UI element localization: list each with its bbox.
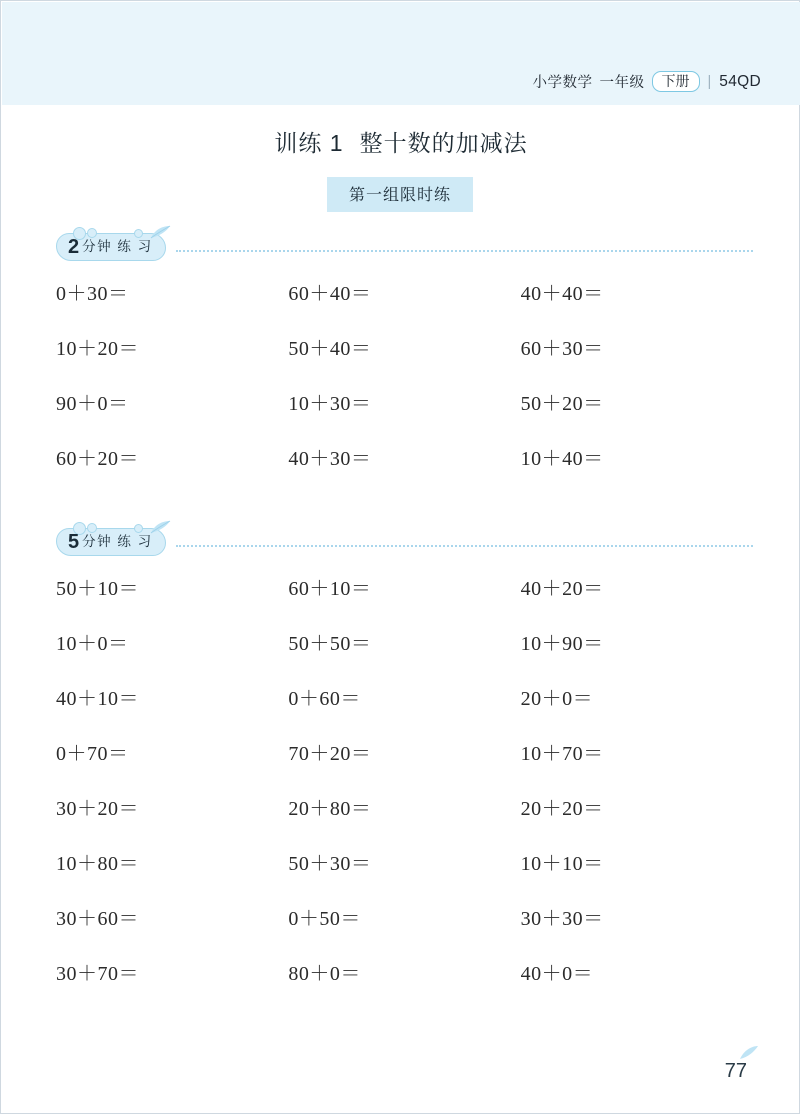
leaf-icon: [149, 225, 171, 241]
problem-item: 0＋60＝: [288, 688, 361, 710]
title-label: 训练 1: [274, 130, 344, 156]
problem-item: 30＋70＝: [56, 963, 139, 985]
header-code: 54QD: [719, 72, 761, 90]
leaf-icon: [739, 1045, 759, 1061]
section-heading: [56, 233, 753, 267]
header-subject: 小学数学: [532, 75, 593, 92]
problem-item: 0＋70＝: [56, 743, 129, 765]
problem-item: 20＋20＝: [520, 798, 604, 820]
problem-item: 30＋30＝: [520, 908, 604, 930]
problem-item: 90＋0＝: [56, 393, 129, 415]
title-topic: 整十数的加减法: [359, 130, 528, 156]
section-5min: [1, 528, 800, 1002]
problem-item: 10＋70＝: [520, 743, 604, 765]
problem-item: 50＋30＝: [288, 853, 372, 875]
problem-item: 10＋30＝: [288, 393, 372, 415]
problem-item: 0＋50＝: [288, 908, 361, 930]
problem-item: 60＋20＝: [56, 448, 139, 470]
header-grade: 一年级: [599, 75, 645, 92]
problem-item: 40＋10＝: [56, 688, 139, 710]
timer-label: 分钟 练 习: [82, 534, 153, 549]
problem-item: 70＋20＝: [288, 743, 372, 765]
leaf-icon: [149, 520, 171, 536]
problem-item: 40＋20＝: [520, 578, 604, 600]
timer-badge: [56, 528, 166, 556]
problem-item: 10＋20＝: [56, 338, 139, 360]
problem-item: 50＋40＝: [288, 338, 372, 360]
problem-item: 40＋0＝: [520, 963, 594, 985]
section-2min: [1, 233, 800, 487]
problem-item: 0＋30＝: [56, 283, 129, 305]
problem-item: 50＋10＝: [56, 578, 139, 600]
problem-item: 60＋40＝: [288, 283, 372, 305]
timer-badge: [56, 233, 166, 261]
problem-item: 10＋0＝: [56, 633, 129, 655]
problem-item: 40＋30＝: [288, 448, 372, 470]
page-number: 77: [724, 1060, 747, 1082]
page-title: [1, 125, 800, 158]
problem-item: 60＋30＝: [520, 338, 604, 360]
problem-item: 20＋0＝: [520, 688, 594, 710]
problem-item: 30＋60＝: [56, 908, 139, 930]
problem-item: 20＋80＝: [288, 798, 372, 820]
problem-item: 10＋40＝: [520, 448, 604, 470]
timer-minutes: 5: [68, 531, 80, 553]
timer-label: 分钟 练 习: [82, 239, 153, 254]
problem-item: 30＋20＝: [56, 798, 139, 820]
problem-item: 10＋10＝: [520, 853, 604, 875]
problem-item: 60＋10＝: [288, 578, 372, 600]
section-heading: [56, 528, 753, 562]
problem-item: 50＋20＝: [520, 393, 604, 415]
section-rule: [176, 545, 753, 547]
header-volume: 下册: [652, 71, 700, 92]
problem-item: 40＋40＝: [520, 283, 604, 305]
problem-item: 10＋90＝: [520, 633, 604, 655]
timer-minutes: 2: [68, 236, 80, 258]
problem-item: 50＋50＝: [288, 633, 372, 655]
group-banner: 第一组限时练: [327, 177, 473, 212]
page-header: [533, 71, 761, 92]
section-rule: [176, 250, 753, 252]
problem-grid-2min: [56, 267, 753, 487]
problem-grid-5min: [56, 562, 753, 1002]
problem-item: 10＋80＝: [56, 853, 139, 875]
header-separator: |: [707, 73, 712, 90]
problem-item: 80＋0＝: [288, 963, 361, 985]
